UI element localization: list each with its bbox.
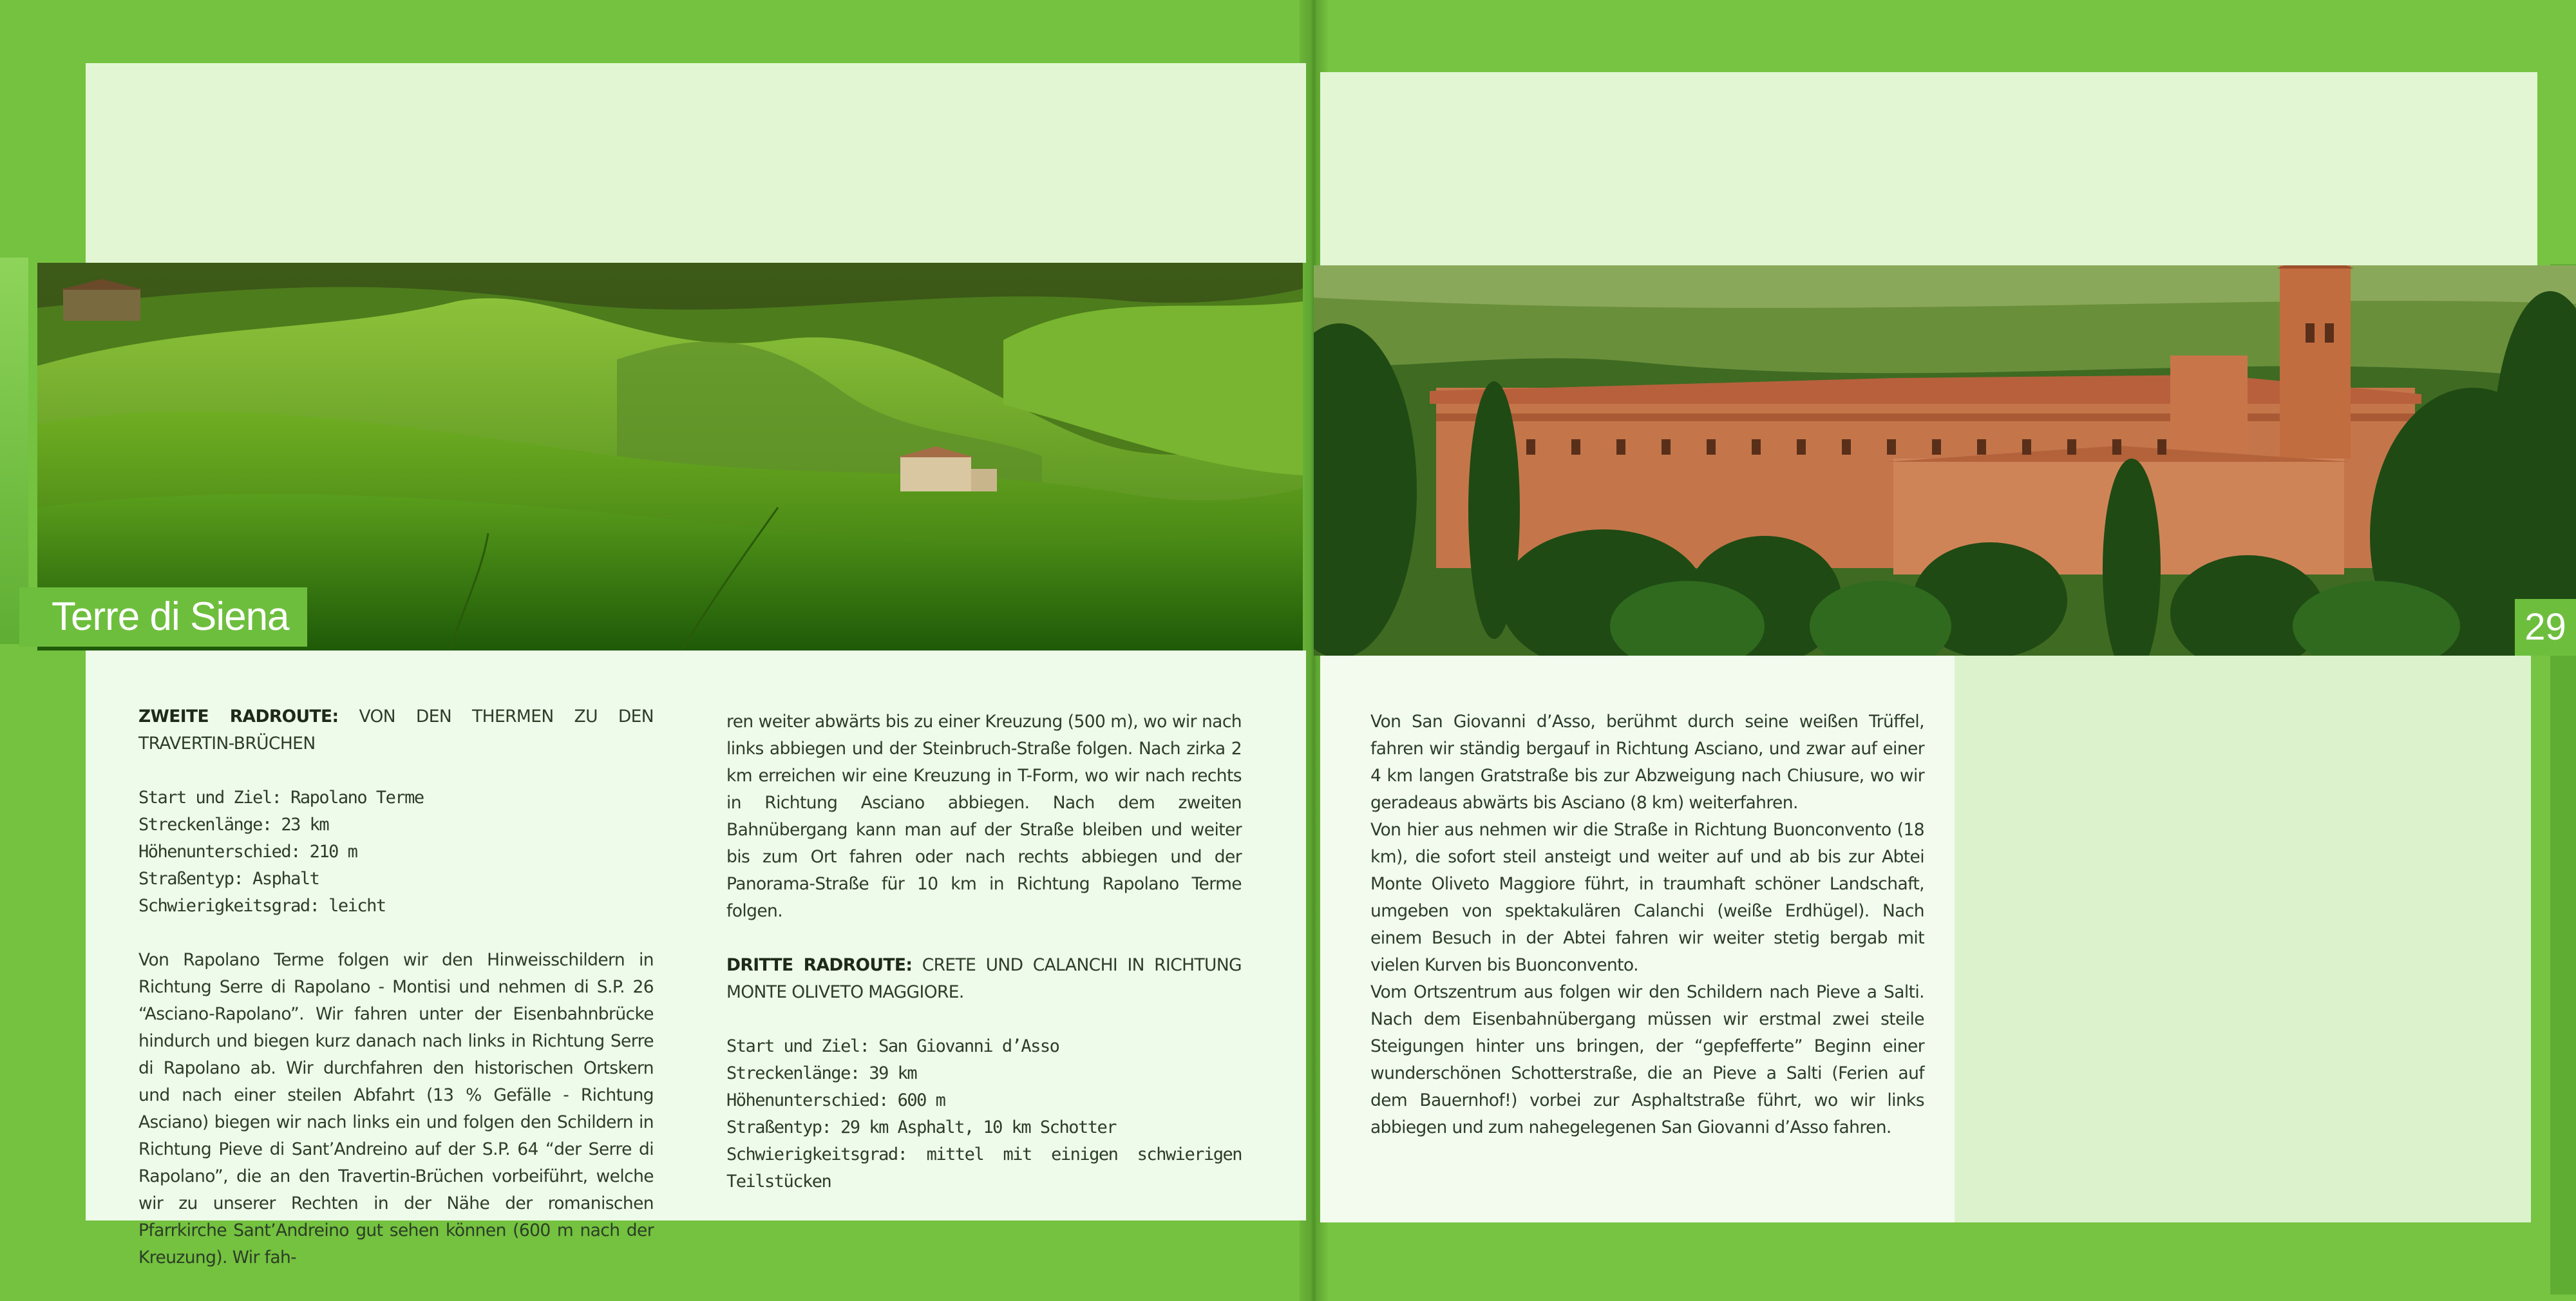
fact-line: Straßentyp: 29 km Asphalt, 10 km Schotter [726,1117,1116,1137]
text-column-2 [726,708,1242,1195]
route3-text-p3: Vom Ortszentrum aus folgen wir den Schildern nach Pieve a Salti. Nach dem Eisenbahnübergang müssen wir erstmal zwei steile Steigungen hinter uns bringen, der “gepfefferte” Beginn einer wunderschönen Schotterstraße, die an Pieve a Salti (Ferien auf dem Bauernhof!) vorbei zur Asphaltstraße führt, wo wir links abbiegen und zum nahegelegenen San Giovanni d’Asso fahren. [1370,982,1924,1137]
page-number: 29 [2515,599,2576,656]
route2-heading: ZWEITE RADROUTE: VON DEN THERMEN ZU DEN TRAVERTIN-BRÜCHEN [138,707,654,754]
text-column-1 [138,703,654,1271]
fact-line: Streckenlänge: 39 km [726,1063,917,1083]
fact-line: Schwierigkeitsgrad: mittel mit einigen schwierigen Teilstücken [726,1144,1242,1192]
abbey-photo [1314,265,2576,656]
fact-line: Höhenunterschied: 600 m [726,1090,945,1110]
fact-line: Streckenlänge: 23 km [138,815,329,835]
top-left-panel [86,63,1306,263]
route2-text-part1: Von Rapolano Terme folgen wir den Hinweisschildern in Richtung Serre di Rapolano - Montisi und nehmen di S.P. 26 “Asciano-Rapolano”. Wir fahren unter der Eisenbahnbrücke hindurch und biegen kurz danach nach links in Richtung Serre di Rapolano ab. Wir durchfahren den historischen Ortskern und nach einer steilen Abfahrt (13 % Gefälle - Richtung Asciano) biegen wir nach links ein und folgen den Schildern in Richtung Pieve di Sant’Andreino auf der S.P. 64 “der Serre di Rapolano”, die an den Travertin-Brüchen vorbeiführt, welche wir zu unserer Rechten in der Nähe der romanischen Pfarrkirche Sant’Andreino gut sehen können (600 m nach der Kreuzung). Wir fah- [138,950,654,1268]
fact-line: Start und Ziel: Rapolano Terme [138,788,424,808]
top-right-panel [1320,72,2537,265]
route3-facts [726,1033,1242,1195]
route2-text-part2: ren weiter abwärts bis zu einer Kreuzung (500 m), wo wir nach links abbiegen und der Steinbruch-Straße folgen. Nach zirka 2 km erreichen wir eine Kreuzung in T-Form, wo wir nach rechts in Richtung Asciano abbiegen. Nach dem zweiten Bahnübergang kann man auf der Straße bleiben und weiter bis zum Ort fahren oder nach rechts abbiegen und der Panorama-Straße für 10 km in Richtung Rapolano Terme folgen. [726,712,1242,921]
fact-line: Höhenunterschied: 210 m [138,842,357,862]
route3-heading: DRITTE RADROUTE: CRETE UND CALANCHI IN RICHTUNG MONTE OLIVETO MAGGIORE. [726,955,1242,1002]
route2-facts [138,784,654,920]
route3-text-p2: Von hier aus nehmen wir die Straße in Richtung Buonconvento (18 km), die sofort steil ansteigt und weiter auf und ab bis zur Abtei Monte Oliveto Maggiore führt, in traumhaft schöner Landschaft, umgeben von spektakulären Calanchi (weiße Erdhügel). Nach einem Besuch in der Abtei fahren wir weiter stetig bergab mit vielen Kurven bis Buonconvento. [1370,820,1924,975]
left-edge-strip [0,258,28,644]
text-column-3 [1370,708,1924,1141]
route3-text-p1: Von San Giovanni d’Asso, berühmt durch seine weißen Trüffel, fahren wir ständig bergauf in Richtung Asciano, und zwar auf einer 4 km langen Gratstraße bis zur Abzweigung nach Chiusure, wo wir geradeaus abwärts bis Asciano (8 km) weiterfahren. [1370,712,1924,813]
blank-panel-right [1955,656,2531,1222]
section-title: Terre di Siena [19,587,307,647]
fact-line: Start und Ziel: San Giovanni d’Asso [726,1036,1059,1056]
fact-line: Schwierigkeitsgrad: leicht [138,896,386,916]
fact-line: Straßentyp: Asphalt [138,869,319,889]
